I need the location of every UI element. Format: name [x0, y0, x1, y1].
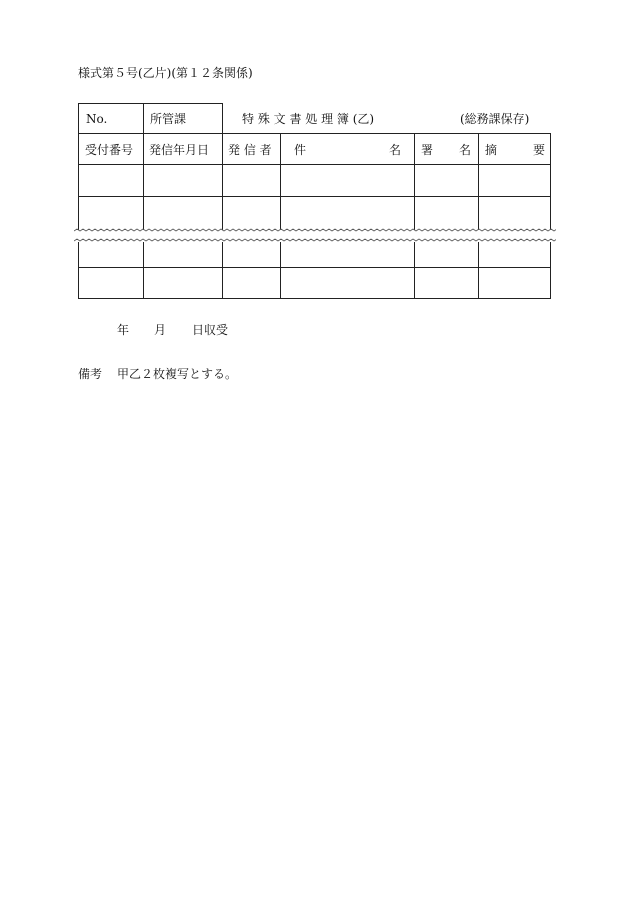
remarks-label: 備考 [78, 367, 103, 381]
header-signature-left: 署 [421, 143, 434, 157]
header-signature-right: 名 [459, 143, 472, 157]
remarks-text: 甲乙２枚複写とする。 [117, 367, 238, 381]
storage-note: (総務課保存) [460, 112, 530, 126]
date-received-label: 日収受 [192, 323, 229, 337]
table-break-mark [74, 226, 556, 246]
dept-label: 所管課 [150, 112, 187, 126]
header-subject-left: 件 [294, 143, 307, 157]
header-summary-right: 要 [533, 143, 546, 157]
date-month-label: 月 [154, 323, 167, 337]
date-year-label: 年 [117, 323, 130, 337]
header-send-date: 発信年月日 [149, 143, 210, 157]
header-subject-right: 名 [389, 143, 402, 157]
no-label: No. [86, 112, 108, 126]
form-title: 様式第５号(乙片)(第１２条関係) [78, 66, 253, 80]
book-title: 特 殊 文 書 処 理 簿 (乙) [242, 112, 375, 126]
header-summary-left: 摘 [485, 143, 498, 157]
header-sender: 発 信 者 [228, 143, 272, 157]
header-receipt-number: 受付番号 [85, 143, 134, 157]
